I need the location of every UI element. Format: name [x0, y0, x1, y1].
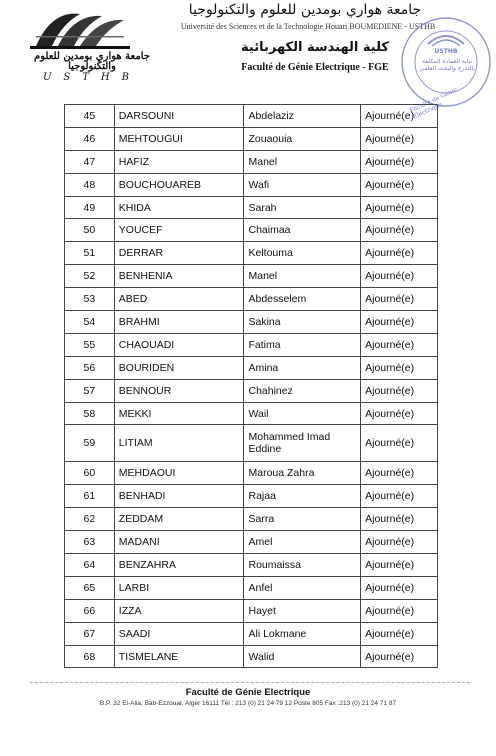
- row-first-name: Walid: [244, 645, 361, 668]
- table-row: [65, 356, 438, 379]
- table-row: [65, 333, 438, 356]
- row-first-name: Chahinez: [244, 379, 361, 402]
- table-row: [65, 242, 438, 265]
- faculty-name-arabic: كلية الهندسة الكهربائية: [241, 40, 389, 55]
- row-last-name: TISMELANE: [114, 645, 244, 668]
- row-first-name: Amel: [244, 531, 361, 554]
- row-first-name: Keltouma: [244, 242, 361, 265]
- footer-title: Faculté de Génie Electrique: [185, 687, 311, 698]
- row-first-name: Wafi: [244, 173, 361, 196]
- row-last-name: ABED: [114, 288, 244, 311]
- row-result: Ajourné(e): [361, 402, 438, 425]
- row-last-name: BRAHMI: [114, 311, 244, 334]
- row-first-name: Manel: [244, 150, 361, 173]
- table-row: [65, 265, 438, 288]
- table-row: [65, 531, 438, 554]
- row-result: Ajourné(e): [361, 265, 438, 288]
- row-last-name: MADANI: [114, 531, 244, 554]
- table-row: [65, 554, 438, 577]
- stamp-acronym: USTHB: [434, 48, 458, 55]
- row-number: 62: [65, 508, 115, 531]
- row-first-name: Mohammed Imad Eddine: [244, 425, 361, 462]
- row-number: 50: [65, 219, 115, 242]
- row-first-name: Sarra: [244, 508, 361, 531]
- row-result: Ajourné(e): [361, 576, 438, 599]
- row-last-name: LARBI: [114, 576, 244, 599]
- stamp-ring-text: Faculté de Génie Electrique: [408, 86, 459, 121]
- row-first-name: Wail: [244, 402, 361, 425]
- row-last-name: BENHENIA: [114, 265, 244, 288]
- university-name-french: Université des Sciences et de la Technologie Houari BOUMEDIENE - USTHB: [180, 22, 436, 31]
- table-row: [65, 127, 438, 150]
- row-last-name: MEHTOUGUI: [114, 127, 244, 150]
- row-number: 49: [65, 196, 115, 219]
- table-row: [65, 425, 438, 462]
- row-result: Ajourné(e): [361, 127, 438, 150]
- row-last-name: BOUCHOUAREB: [114, 173, 244, 196]
- row-result: Ajourné(e): [361, 105, 438, 128]
- row-number: 57: [65, 379, 115, 402]
- row-number: 68: [65, 645, 115, 668]
- row-last-name: CHAOUADI: [114, 333, 244, 356]
- table-row: [65, 311, 438, 334]
- row-number: 65: [65, 576, 115, 599]
- table-row: [65, 508, 438, 531]
- row-last-name: SAADI: [114, 622, 244, 645]
- row-first-name: Fatima: [244, 333, 361, 356]
- row-first-name: Maroua Zahra: [244, 462, 361, 485]
- row-first-name: Hayet: [244, 599, 361, 622]
- logo-arabic-text: جامعة هواري بومدين للعلوم والتكنولوجيا: [34, 51, 150, 72]
- row-result: Ajourné(e): [361, 599, 438, 622]
- row-last-name: KHIDA: [114, 196, 244, 219]
- row-last-name: BOURIDEN: [114, 356, 244, 379]
- row-result: Ajourné(e): [361, 173, 438, 196]
- row-result: Ajourné(e): [361, 242, 438, 265]
- row-result: Ajourné(e): [361, 219, 438, 242]
- row-result: Ajourné(e): [361, 485, 438, 508]
- table-row: [65, 645, 438, 668]
- row-last-name: BENNOUR: [114, 379, 244, 402]
- row-first-name: Ali Lokmane: [244, 622, 361, 645]
- table-row: [65, 173, 438, 196]
- row-number: 66: [65, 599, 115, 622]
- row-result: Ajourné(e): [361, 425, 438, 462]
- table-row: [65, 196, 438, 219]
- row-first-name: Manel: [244, 265, 361, 288]
- row-last-name: MEHDAOUI: [114, 462, 244, 485]
- row-result: Ajourné(e): [361, 196, 438, 219]
- row-number: 54: [65, 311, 115, 334]
- table-row: [65, 599, 438, 622]
- row-result: Ajourné(e): [361, 379, 438, 402]
- row-number: 47: [65, 150, 115, 173]
- row-last-name: BENHADI: [114, 485, 244, 508]
- table-row: [65, 150, 438, 173]
- row-first-name: Roumaissa: [244, 554, 361, 577]
- row-last-name: ZEDDAM: [114, 508, 244, 531]
- row-result: Ajourné(e): [361, 311, 438, 334]
- row-result: Ajourné(e): [361, 531, 438, 554]
- row-last-name: DERRAR: [114, 242, 244, 265]
- row-first-name: Rajaa: [244, 485, 361, 508]
- row-last-name: DARSOUNI: [114, 105, 244, 128]
- row-last-name: LITIAM: [114, 425, 244, 462]
- row-result: Ajourné(e): [361, 288, 438, 311]
- row-first-name: Abdesselem: [244, 288, 361, 311]
- row-number: 48: [65, 173, 115, 196]
- table-row: [65, 105, 438, 128]
- row-number: 53: [65, 288, 115, 311]
- logo-latin-text: USTHB: [42, 72, 142, 83]
- row-result: Ajourné(e): [361, 508, 438, 531]
- row-result: Ajourné(e): [361, 333, 438, 356]
- row-number: 58: [65, 402, 115, 425]
- row-last-name: IZZA: [114, 599, 244, 622]
- row-first-name: Abdelaziz: [244, 105, 361, 128]
- row-result: Ajourné(e): [361, 622, 438, 645]
- row-number: 52: [65, 265, 115, 288]
- row-last-name: HAFIZ: [114, 150, 244, 173]
- row-first-name: Sakina: [244, 311, 361, 334]
- table-row: [65, 462, 438, 485]
- table-row: [65, 379, 438, 402]
- row-number: 61: [65, 485, 115, 508]
- row-result: Ajourné(e): [361, 462, 438, 485]
- university-logo-icon: [22, 6, 150, 83]
- row-first-name: Zouaouia: [244, 127, 361, 150]
- row-number: 59: [65, 425, 115, 462]
- row-number: 51: [65, 242, 115, 265]
- stamp-arabic-text: نيابة العمادة المكلفة بالتدرج والبحث العلمي: [419, 58, 475, 72]
- row-first-name: Sarah: [244, 196, 361, 219]
- results-table-body: [65, 105, 438, 668]
- results-table: [64, 104, 438, 668]
- row-result: Ajourné(e): [361, 150, 438, 173]
- table-row: [65, 622, 438, 645]
- row-last-name: MEKKI: [114, 402, 244, 425]
- row-number: 55: [65, 333, 115, 356]
- university-name-arabic: جامعة هواري بومدين للعلوم والتكنولوجيا: [188, 2, 422, 18]
- table-row: [65, 219, 438, 242]
- row-last-name: YOUCEF: [114, 219, 244, 242]
- row-number: 56: [65, 356, 115, 379]
- row-number: 64: [65, 554, 115, 577]
- row-result: Ajourné(e): [361, 645, 438, 668]
- row-number: 46: [65, 127, 115, 150]
- official-stamp-icon: [398, 6, 494, 121]
- row-number: 63: [65, 531, 115, 554]
- faculty-name-french: Faculté de Génie Electrique - FGE: [241, 62, 389, 73]
- row-first-name: Anfel: [244, 576, 361, 599]
- row-result: Ajourné(e): [361, 356, 438, 379]
- row-first-name: Chaimaa: [244, 219, 361, 242]
- row-number: 60: [65, 462, 115, 485]
- table-row: [65, 485, 438, 508]
- footer-divider: [30, 682, 470, 683]
- table-row: [65, 576, 438, 599]
- footer-address: B.P. 32 El-Alia, Bab-Ezzouar, Alger 16111 Tél : 213 (0) 21 24 79 12 Poste 805 Fax :213 (0) 21 24 71 87: [99, 700, 397, 707]
- row-first-name: Amina: [244, 356, 361, 379]
- table-row: [65, 288, 438, 311]
- table-row: [65, 402, 438, 425]
- row-number: 45: [65, 105, 115, 128]
- row-result: Ajourné(e): [361, 554, 438, 577]
- row-last-name: BENZAHRA: [114, 554, 244, 577]
- row-number: 67: [65, 622, 115, 645]
